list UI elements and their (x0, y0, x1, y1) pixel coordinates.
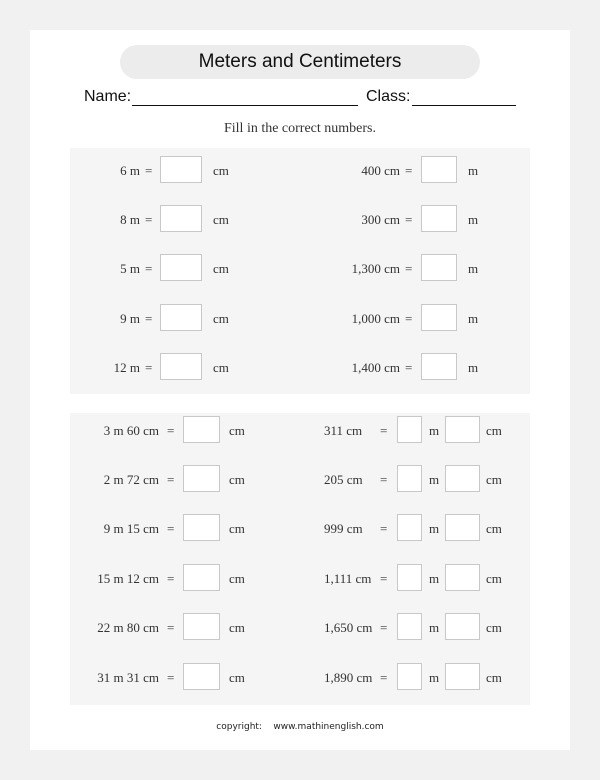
copyright-label: copyright: (216, 722, 262, 732)
answer-box[interactable] (421, 254, 457, 281)
given-value: 9 m (120, 311, 140, 326)
given-value: 1,650 cm (324, 620, 373, 635)
unit-label: cm (229, 472, 245, 487)
answer-box-meters[interactable] (397, 416, 422, 443)
given-value: 22 m 80 cm (97, 620, 159, 635)
section-compound-conversion (70, 413, 530, 705)
equals-sign: = (405, 261, 413, 276)
section-simple-conversion (70, 148, 530, 394)
answer-box-centimeters[interactable] (445, 416, 480, 443)
unit-label: cm (213, 212, 229, 227)
answer-box[interactable] (421, 156, 457, 183)
class-label: Class: (366, 88, 411, 105)
name-label: Name: (84, 88, 132, 105)
given-value: 311 cm (324, 423, 363, 438)
equals-sign: = (145, 360, 153, 375)
given-value: 6 m (120, 163, 140, 178)
page-title (120, 45, 480, 79)
class-answer-line[interactable] (412, 105, 516, 106)
given-value: 15 m 12 cm (97, 571, 159, 586)
answer-box[interactable] (160, 304, 202, 331)
unit-label: cm (229, 670, 245, 685)
equals-sign: = (380, 472, 388, 487)
equals-sign: = (405, 163, 413, 178)
equals-sign: = (145, 163, 153, 178)
given-value: 999 cm (324, 521, 363, 536)
given-value: 2 m 72 cm (103, 472, 159, 487)
unit-label: m (468, 360, 479, 375)
given-value: 5 m (120, 261, 140, 276)
answer-box-meters[interactable] (397, 465, 422, 492)
answer-box[interactable] (183, 663, 220, 690)
answer-box[interactable] (183, 465, 220, 492)
title-text: Meters and Centimeters (198, 51, 402, 72)
unit-label: cm (229, 521, 245, 536)
name-answer-line[interactable] (132, 105, 358, 106)
unit-label: m (429, 423, 440, 438)
equals-sign: = (167, 521, 175, 536)
answer-box[interactable] (183, 514, 220, 541)
equals-sign: = (380, 423, 388, 438)
copyright-site: www.mathinenglish.com (273, 722, 384, 732)
answer-box-meters[interactable] (397, 613, 422, 640)
given-value: 9 m 15 cm (103, 521, 159, 536)
unit-label: m (468, 311, 479, 326)
unit-label: cm (486, 521, 502, 536)
equals-sign: = (145, 261, 153, 276)
equals-sign: = (167, 472, 175, 487)
equals-sign: = (167, 571, 175, 586)
answer-box[interactable] (421, 304, 457, 331)
unit-label: cm (213, 360, 229, 375)
unit-label: m (429, 571, 440, 586)
given-value: 3 m 60 cm (103, 423, 159, 438)
copyright-footer (30, 722, 570, 732)
unit-label: cm (229, 423, 245, 438)
answer-box[interactable] (160, 353, 202, 380)
unit-label: cm (486, 670, 502, 685)
answer-box-centimeters[interactable] (445, 465, 480, 492)
equals-sign: = (405, 360, 413, 375)
unit-label: m (468, 212, 479, 227)
answer-box-centimeters[interactable] (445, 514, 480, 541)
answer-box[interactable] (183, 564, 220, 591)
given-value: 12 m (113, 360, 140, 375)
unit-label: m (468, 261, 479, 276)
given-value: 1,000 cm (351, 311, 400, 326)
unit-label: cm (213, 163, 229, 178)
equals-sign: = (405, 212, 413, 227)
answer-box-centimeters[interactable] (445, 613, 480, 640)
given-value: 1,300 cm (351, 261, 400, 276)
unit-label: cm (486, 571, 502, 586)
answer-box[interactable] (421, 353, 457, 380)
given-value: 300 cm (361, 212, 400, 227)
worksheet-page (30, 30, 570, 750)
answer-box[interactable] (160, 156, 202, 183)
unit-label: cm (213, 261, 229, 276)
unit-label: m (429, 472, 440, 487)
given-value: 31 m 31 cm (97, 670, 159, 685)
unit-label: cm (213, 311, 229, 326)
answer-box-meters[interactable] (397, 514, 422, 541)
equals-sign: = (405, 311, 413, 326)
equals-sign: = (167, 423, 175, 438)
unit-label: cm (229, 571, 245, 586)
equals-sign: = (380, 571, 388, 586)
equals-sign: = (380, 670, 388, 685)
unit-label: m (429, 521, 440, 536)
unit-label: cm (486, 472, 502, 487)
unit-label: m (429, 670, 440, 685)
given-value: 400 cm (361, 163, 400, 178)
given-value: 205 cm (324, 472, 363, 487)
answer-box[interactable] (160, 205, 202, 232)
unit-label: cm (229, 620, 245, 635)
given-value: 1,111 cm (324, 571, 372, 586)
unit-label: cm (486, 620, 502, 635)
answer-box[interactable] (160, 254, 202, 281)
equals-sign: = (145, 311, 153, 326)
instruction-text: Fill in the correct numbers. (223, 121, 377, 136)
answer-box-centimeters[interactable] (445, 663, 480, 690)
given-value: 1,400 cm (351, 360, 400, 375)
answer-box-meters[interactable] (397, 663, 422, 690)
given-value: 1,890 cm (324, 670, 373, 685)
equals-sign: = (167, 670, 175, 685)
answer-box[interactable] (183, 613, 220, 640)
equals-sign: = (380, 620, 388, 635)
equals-sign: = (167, 620, 175, 635)
answer-box[interactable] (421, 205, 457, 232)
equals-sign: = (145, 212, 153, 227)
answer-box-centimeters[interactable] (445, 564, 480, 591)
equals-sign: = (380, 521, 388, 536)
unit-label: m (468, 163, 479, 178)
unit-label: cm (486, 423, 502, 438)
unit-label: m (429, 620, 440, 635)
answer-box[interactable] (183, 416, 220, 443)
given-value: 8 m (120, 212, 140, 227)
answer-box-meters[interactable] (397, 564, 422, 591)
